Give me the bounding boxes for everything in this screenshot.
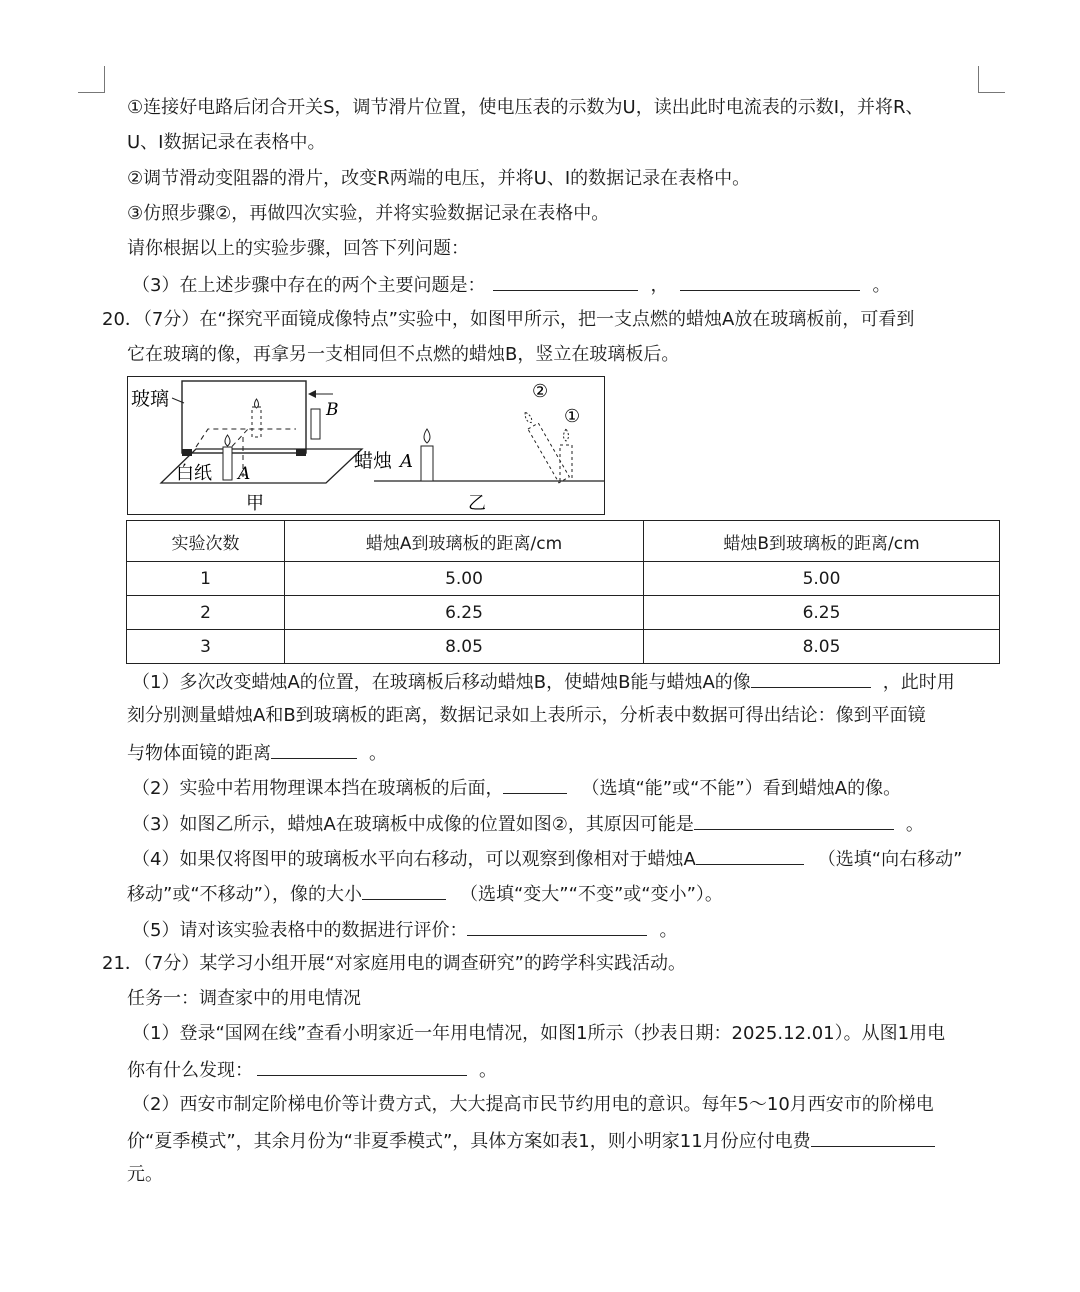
label-a: A	[238, 464, 251, 484]
image-position-2	[520, 409, 569, 483]
step1-line1: ①连接好电路后闭合开关S，调节滑片位置，使电压表的示数为U，读出此时电流表的示数I，并将R、	[127, 97, 924, 118]
q21-p1-line2-text: 你有什么发现：	[127, 1060, 253, 1081]
q20-p5-blank[interactable]	[467, 917, 647, 936]
cell-distance-b: 6.25	[644, 596, 1000, 630]
q20-p1-text-b: ，此时用	[882, 672, 955, 693]
step1-line2: U、I数据记录在表格中。	[127, 132, 326, 153]
cell-trial: 3	[127, 630, 285, 664]
candle-a-yi	[421, 446, 433, 481]
label-glass: 玻璃	[131, 388, 170, 410]
mark-position-1: ①	[564, 406, 581, 427]
q20-p2-line	[132, 775, 901, 801]
label-paper: 白纸	[176, 463, 212, 484]
q20-p2-text-a: （2）实验中若用物理课本挡在玻璃板的后面，	[132, 778, 504, 799]
q3-blank-2[interactable]	[680, 272, 860, 291]
q20-p4-line2	[127, 881, 723, 907]
candle-image-flame	[255, 399, 259, 408]
arrow-b-head	[308, 390, 316, 398]
candle-b	[311, 409, 320, 439]
mark-position-2: ②	[532, 381, 549, 402]
header-distance-b: 蜡烛B到玻璃板的距离/cm	[644, 521, 1000, 562]
q20-p5-text-a: （5）请对该实验表格中的数据进行评价：	[132, 920, 468, 941]
q21-task1: 任务一：调查家中的用电情况	[127, 988, 361, 1009]
q21-p2-line2-text: 价“夏季模式”，其余月份为“非夏季模式”，具体方案如表1，则小明家11月份应付电费	[127, 1131, 811, 1152]
q20-p3-line	[132, 811, 924, 837]
table-row	[127, 562, 1000, 596]
q20-p1-line3-end: 。	[369, 743, 387, 764]
glass-plate	[182, 381, 306, 453]
q20-p1-line2: 刻分别测量蜡烛A和B到玻璃板的距离，数据记录如上表所示，分析表中数据可得出结论：像到平面镜	[127, 705, 926, 726]
label-candle-a: A	[400, 451, 413, 472]
header-distance-a: 蜡烛A到玻璃板的距离/cm	[285, 521, 644, 562]
q20-p1-blank-1[interactable]	[751, 669, 871, 688]
q3-blank-1[interactable]	[493, 272, 638, 291]
candle-a-flame	[225, 435, 230, 446]
distance-data-table	[126, 520, 1000, 664]
label-candle: 蜡烛	[354, 450, 393, 472]
candle-a-yi-flame	[424, 429, 430, 443]
cell-distance-b: 5.00	[644, 562, 1000, 596]
q3-end: 。	[872, 275, 891, 296]
candle-image	[252, 407, 261, 437]
q20-p4-line1	[132, 846, 962, 872]
q20-p3-blank[interactable]	[694, 811, 894, 830]
q20-p3-text-a: （3）如图乙所示，蜡烛A在玻璃板中成像的位置如图②，其原因可能是	[132, 814, 694, 835]
cell-distance-a: 5.00	[285, 562, 644, 596]
q20-p5-text-b: 。	[659, 920, 678, 941]
q20-p4-blank-1[interactable]	[696, 846, 804, 865]
q20-stem-line1: 20．（7分）在“探究平面镜成像特点”实验中，如图甲所示，把一支点燃的蜡烛A放在玻璃板前，可看到	[102, 309, 915, 330]
q20-p4-blank-2[interactable]	[362, 881, 446, 900]
step2-text: ②调节滑动变阻器的滑片，改变R两端的电压，并将U、I的数据记录在表格中。	[127, 168, 751, 189]
q20-p3-text-b: 。	[905, 814, 924, 835]
glass-base-right	[296, 449, 306, 456]
candle-a	[223, 447, 232, 480]
figure-drawing	[128, 377, 606, 516]
q20-p1-line3	[127, 740, 387, 766]
image-position-1-flame	[564, 429, 569, 441]
q3-separator: ，	[650, 275, 669, 296]
label-b: B	[326, 400, 339, 420]
q21-p2-line1: （2）西安市制定阶梯电价等计费方式，大大提高市民节约用电的意识。每年5～10月西安市的阶梯电	[132, 1094, 934, 1115]
q20-p1-line1	[132, 669, 955, 695]
table-row	[127, 596, 1000, 630]
q3-line	[132, 272, 890, 298]
cell-distance-a: 6.25	[285, 596, 644, 630]
caption-yi: 乙	[468, 493, 486, 514]
table-row	[127, 630, 1000, 664]
cell-distance-a: 8.05	[285, 630, 644, 664]
q21-p2-line2	[127, 1128, 935, 1154]
q20-p4-text-b: （选填“向右移动”	[817, 849, 963, 870]
image-position-1	[560, 445, 572, 481]
q21-p1-blank[interactable]	[257, 1057, 467, 1076]
cell-trial: 2	[127, 596, 285, 630]
header-trial: 实验次数	[127, 521, 285, 562]
q21-p2-line3: 元。	[127, 1164, 163, 1185]
q20-p4-line2-text-a: 移动”或“不移动”），像的大小	[127, 884, 362, 905]
glass-base-left	[182, 449, 192, 456]
q20-p1-text-a: （1）多次改变蜡烛A的位置，在玻璃板后移动蜡烛B，使蜡烛B能与蜡烛A的像	[132, 672, 751, 693]
q20-p4-text-a: （4）如果仅将图甲的玻璃板水平向右移动，可以观察到像相对于蜡烛A	[132, 849, 696, 870]
q20-p1-blank-2[interactable]	[271, 740, 357, 759]
q3-prefix: （3）在上述步骤中存在的两个主要问题是：	[132, 275, 486, 296]
prompt-text: 请你根据以上的实验步骤，回答下列问题：	[127, 238, 469, 259]
q21-p2-blank[interactable]	[811, 1128, 935, 1147]
table-header-row	[127, 521, 1000, 562]
q21-p1-line1: （1）登录“国网在线”查看小明家近一年用电情况，如图1所示（抄表日期：2025.12.01）。从图1用电	[132, 1023, 946, 1044]
cell-distance-b: 8.05	[644, 630, 1000, 664]
caption-jia: 甲	[246, 493, 264, 514]
cell-trial: 1	[127, 562, 285, 596]
q21-p1-line2-end: 。	[479, 1060, 497, 1081]
step3-text: ③仿照步骤②，再做四次实验，并将实验数据记录在表格中。	[127, 203, 610, 224]
q20-p5-line	[132, 917, 677, 943]
q20-p2-blank[interactable]	[503, 775, 567, 794]
page-corner-mark-left	[78, 66, 105, 93]
mirror-experiment-figure	[127, 376, 605, 515]
q20-p1-line3-text: 与物体面镜的距离	[127, 743, 271, 764]
page-corner-mark-right	[978, 66, 1005, 93]
q20-p2-text-b: （选填“能”或“不能”）看到蜡烛A的像。	[581, 778, 902, 799]
q20-stem-line2: 它在玻璃的像，再拿另一支相同但不点燃的蜡烛B，竖立在玻璃板后。	[127, 344, 680, 365]
q21-stem: 21．（7分）某学习小组开展“对家庭用电的调查研究”的跨学科实践活动。	[102, 953, 687, 974]
q21-p1-line2	[127, 1057, 497, 1083]
q20-p4-line2-text-b: （选填“变大”“不变”或“变小”）。	[459, 884, 723, 905]
